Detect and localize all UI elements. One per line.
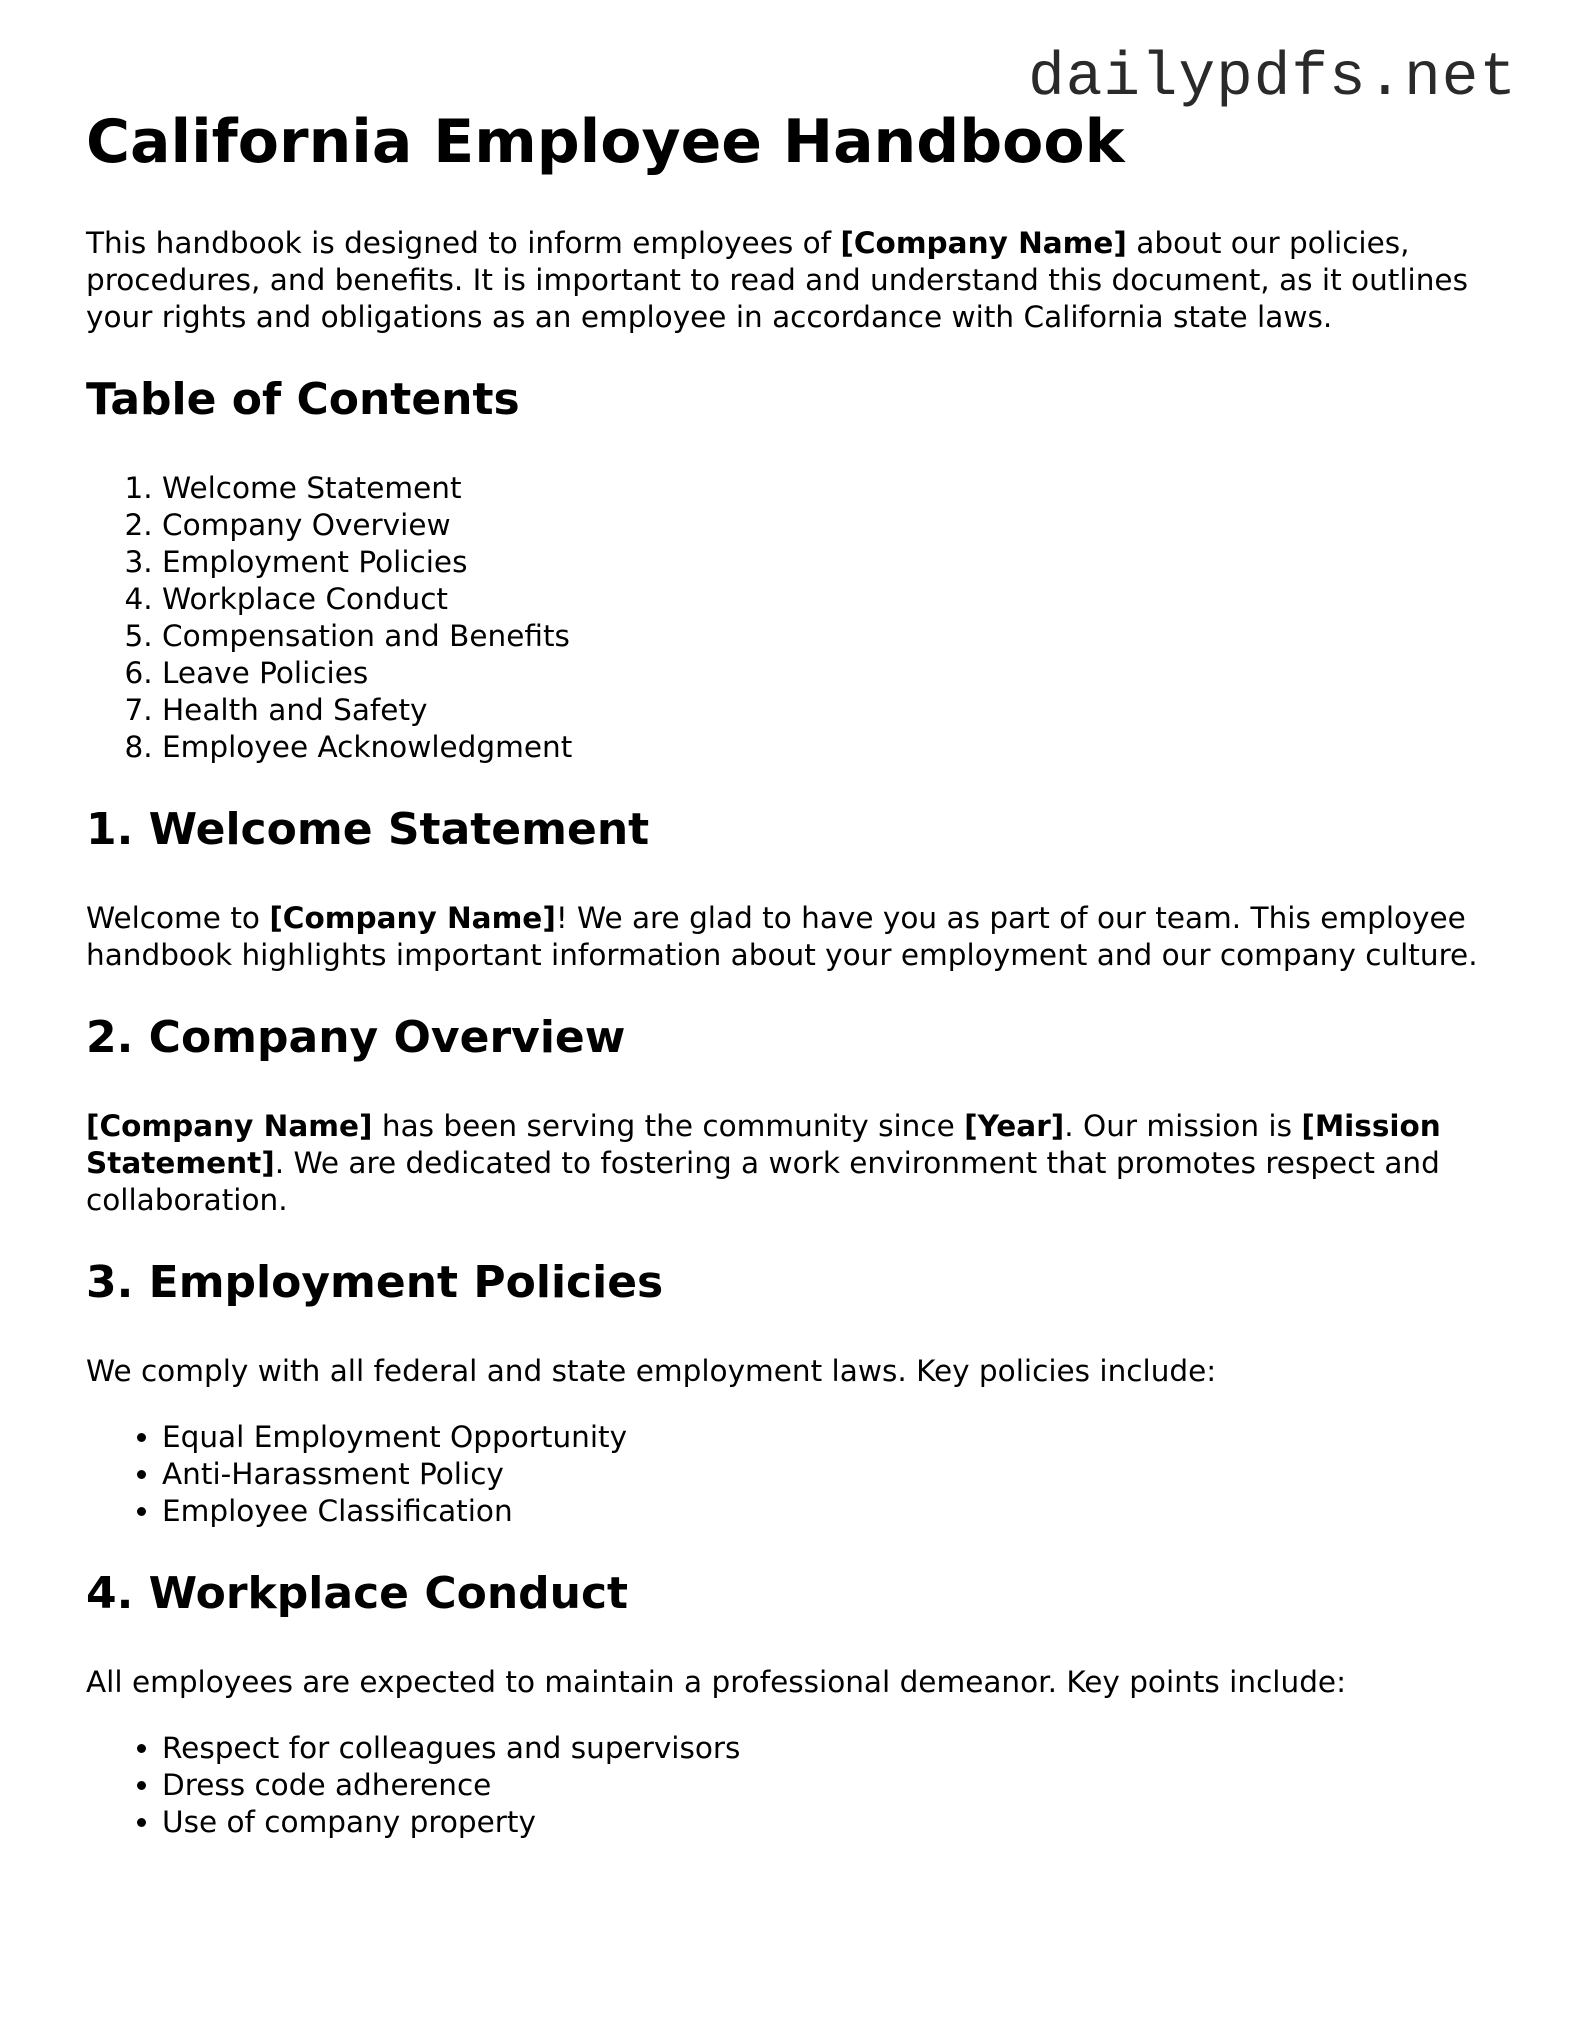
list-item: • Respect for colleagues and supervisors — [162, 1730, 1506, 1767]
welcome-text-post: ! We are glad to have you as part of our team. This employee handbook highlights important information about your employment and our company culture. — [86, 901, 1478, 972]
toc-item: 4. Workplace Conduct — [162, 581, 1506, 618]
page-title: California Employee Handbook — [86, 107, 1125, 177]
intro-company-name: [Company Name] — [840, 226, 1127, 260]
overview-text-2: . Our mission is — [1064, 1109, 1302, 1143]
welcome-paragraph — [86, 900, 1506, 974]
welcome-text-pre: Welcome to — [86, 901, 270, 935]
section-heading-employment: 3. Employment Policies — [86, 1257, 664, 1308]
conduct-intro: All employees are expected to maintain a professional demeanor. Key points include: — [86, 1665, 1347, 1699]
overview-year: [Year] — [964, 1109, 1065, 1143]
list-item: • Dress code adherence — [162, 1767, 1506, 1804]
overview-company-name: [Company Name] — [86, 1109, 373, 1143]
intro-paragraph — [86, 225, 1506, 336]
toc-list — [86, 470, 1506, 766]
toc-item: 2. Company Overview — [162, 507, 1506, 544]
toc-item: 7. Health and Safety — [162, 692, 1506, 729]
conduct-list — [86, 1730, 1506, 1841]
list-item: • Equal Employment Opportunity — [162, 1419, 1506, 1456]
toc-item: 6. Leave Policies — [162, 655, 1506, 692]
overview-paragraph — [86, 1108, 1506, 1219]
overview-text-1: has been serving the community since — [372, 1109, 965, 1143]
toc-heading: Table of Contents — [86, 374, 520, 425]
intro-text-post: about our policies, procedures, and benefits. It is important to read and understand this document, as it outlines your rights and obligations as an employee in accordance with California state laws. — [86, 226, 1468, 334]
toc-item: 5. Compensation and Benefits — [162, 618, 1506, 655]
toc-item: 8. Employee Acknowledgment — [162, 729, 1506, 766]
list-item: • Use of company property — [162, 1804, 1506, 1841]
overview-mission: [Mission Statement] — [86, 1109, 1441, 1180]
section-heading-conduct: 4. Workplace Conduct — [86, 1568, 629, 1619]
watermark: dailypdfs.net — [1028, 44, 1517, 113]
employment-intro: We comply with all federal and state employment laws. Key policies include: — [86, 1354, 1217, 1388]
section-heading-overview: 2. Company Overview — [86, 1012, 626, 1063]
list-item: • Anti-Harassment Policy — [162, 1456, 1506, 1493]
section-heading-welcome: 1. Welcome Statement — [86, 804, 650, 855]
document-flow — [86, 225, 1506, 1841]
intro-text-pre: This handbook is designed to inform employees of — [86, 226, 841, 260]
welcome-company-name: [Company Name] — [269, 901, 556, 935]
overview-text-3: . We are dedicated to fostering a work environment that promotes respect and collaboration. — [86, 1146, 1440, 1217]
employment-list — [86, 1419, 1506, 1530]
toc-item: 1. Welcome Statement — [162, 470, 1506, 507]
list-item: • Employee Classification — [162, 1493, 1506, 1530]
toc-item: 3. Employment Policies — [162, 544, 1506, 581]
